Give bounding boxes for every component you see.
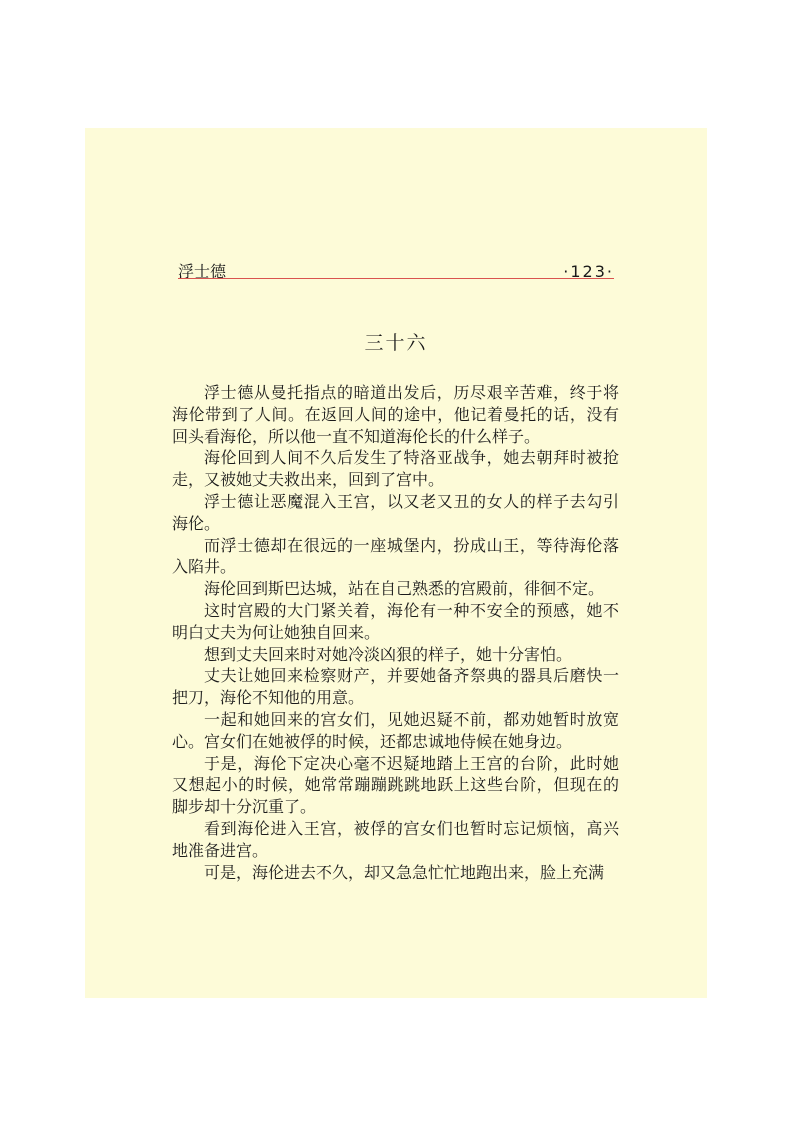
header-rule — [178, 278, 614, 279]
paragraph: 于是，海伦下定决心毫不迟疑地踏上王宫的台阶，此时她又想起小的时候，她常常蹦蹦跳跳地跃上这些台阶，但现在的脚步却十分沉重了。 — [172, 753, 619, 817]
chapter-title: 三十六 — [364, 332, 428, 354]
paragraph: 丈夫让她回来检察财产，并要她备齐祭典的器具后磨快一把刀，海伦不知他的用意。 — [172, 666, 619, 708]
paragraph: 看到海伦进入王宫，被俘的宫女们也暂时忘记烦恼，高兴地准备进宫。 — [172, 818, 619, 860]
body-text — [172, 382, 619, 883]
running-header — [178, 261, 614, 283]
paragraph: 这时宫殿的大门紧关着，海伦有一种不安全的预感，她不明白丈夫为何让她独自回来。 — [172, 600, 619, 642]
paragraph: 一起和她回来的宫女们，见她迟疑不前，都劝她暂时放宽心。宫女们在她被俘的时候，还都忠诚地侍候在她身边。 — [172, 709, 619, 751]
paragraph: 想到丈夫回来时对她冷淡凶狠的样子，她十分害怕。 — [204, 644, 573, 664]
book-page — [85, 128, 707, 998]
paragraph: 浮士德从曼托指点的暗道出发后，历尽艰辛苦难，终于将海伦带到了人间。在返回人间的途中，他记着曼托的话，没有回头看海伦，所以他一直不知道海伦长的什么样子。 — [172, 383, 619, 446]
page-number: ·123· — [563, 262, 614, 281]
paragraph: 可是，海伦进去不久，却又急急忙忙地跑出来，脸上充满 — [204, 862, 605, 882]
paragraph: 海伦回到人间不久后发生了特洛亚战争，她去朝拜时被抢走，又被她丈夫救出来，回到了宫中。 — [172, 448, 619, 490]
paragraph: 而浮士德却在很远的一座城堡内，扮成山王，等待海伦落入陷井。 — [172, 535, 619, 577]
paragraph: 浮士德让恶魔混入王宫，以又老又丑的女人的样子去勾引海伦。 — [172, 491, 619, 533]
paragraph: 海伦回到斯巴达城，站在自己熟悉的宫殿前，徘徊不定。 — [204, 579, 605, 599]
header-title: 浮士德 — [178, 262, 227, 281]
